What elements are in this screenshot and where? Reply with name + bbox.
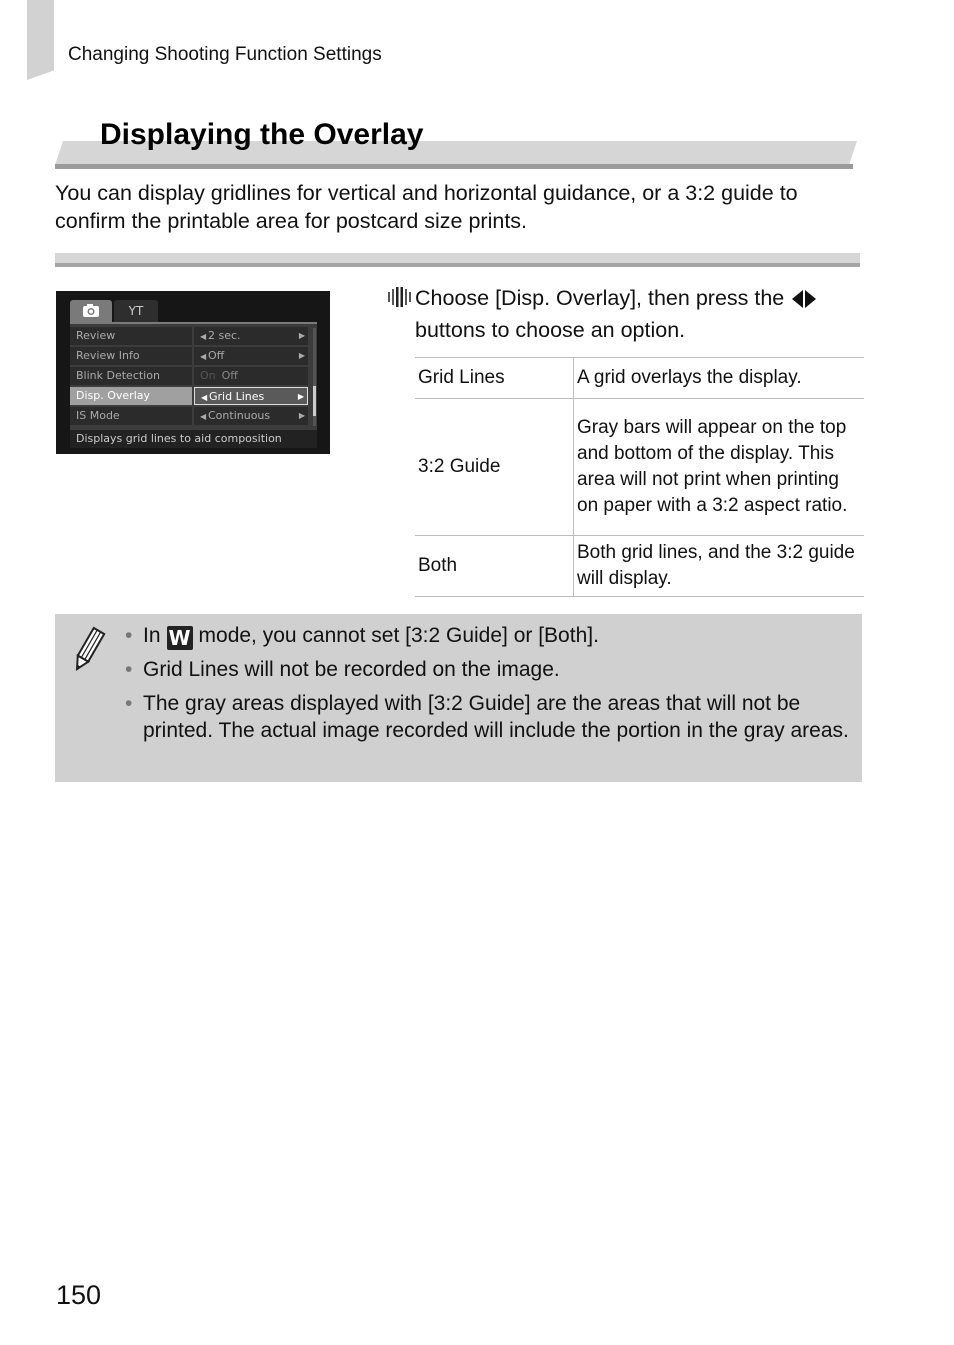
camera-menu-row-label: Disp. Overlay — [70, 387, 192, 405]
list-item: • Grid Lines will not be recorded on the image. — [125, 658, 560, 681]
option-description: A grid overlays the display. — [574, 358, 865, 399]
table-row — [415, 536, 864, 597]
camera-menu-scrollbar-thumb — [313, 386, 316, 416]
left-arrow-icon: ◀ — [201, 393, 208, 402]
camera-menu-row-is-mode — [70, 407, 310, 425]
step-divider-bar — [55, 253, 860, 263]
list-item: • In W mode, you cannot set [3:2 Guide] or [Both]. — [125, 624, 599, 650]
camera-settings-tab: ΥΤ — [114, 300, 158, 322]
section-title: Displaying the Overlay — [100, 118, 424, 151]
right-arrow-icon: ▶ — [297, 392, 304, 401]
camera-menu-row-label: Blink Detection — [70, 367, 192, 385]
left-arrow-icon: ◀ — [200, 412, 207, 421]
left-arrow-icon: ◀ — [200, 332, 207, 341]
running-head: Changing Shooting Function Settings — [68, 44, 382, 65]
table-row — [415, 399, 864, 536]
left-right-buttons-icon — [792, 290, 816, 308]
notes-box — [55, 614, 862, 782]
camera-menu-row-review — [70, 327, 310, 345]
option-name: 3:2 Guide — [415, 399, 574, 536]
camera-menu-list — [70, 322, 317, 432]
camera-menu-row-review-info — [70, 347, 310, 365]
option-name: Both — [415, 536, 574, 597]
step-divider-shadow — [55, 263, 860, 267]
option-description: Both grid lines, and the 3:2 guide will display. — [574, 536, 865, 597]
left-arrow-icon: ◀ — [200, 352, 207, 361]
camera-menu-row-value: ◀ Off ▶ — [194, 347, 308, 365]
camera-menu-row-label: Review — [70, 327, 192, 345]
step-instruction: Choose [Disp. Overlay], then press the buttons to choose an option. — [415, 282, 875, 346]
camera-menu-row-value: ◀ Continuous ▶ — [194, 407, 308, 425]
mode-w-icon: W — [168, 626, 191, 650]
right-arrow-icon: ▶ — [298, 351, 305, 360]
camera-menu-row-blink-detection — [70, 367, 310, 385]
page-number: 150 — [56, 1280, 102, 1310]
camera-menu-scrollbar — [313, 328, 316, 426]
camera-menu-screenshot — [56, 291, 330, 454]
page-corner-tab — [27, 0, 54, 80]
camera-menu-row-value: ◀ Grid Lines ▶ — [194, 387, 308, 405]
right-arrow-icon: ▶ — [298, 411, 305, 420]
camera-menu-tabs — [70, 300, 160, 322]
control-dial-icon — [387, 286, 411, 308]
camera-menu-row-disp-overlay — [70, 387, 310, 405]
camera-menu-row-value: On Off — [194, 367, 308, 385]
camera-menu-row-label: IS Mode — [70, 407, 192, 425]
section-title-bar-shadow — [55, 164, 853, 169]
pencil-icon — [69, 626, 107, 674]
camera-menu-row-label: Review Info — [70, 347, 192, 365]
camera-menu-row-value: ◀ 2 sec. ▶ — [194, 327, 308, 345]
list-item: • The gray areas displayed with [3:2 Guide] are the areas that will not be printed. The actual image recorded will include the portion in the gray areas. — [125, 691, 849, 742]
right-arrow-icon: ▶ — [298, 331, 305, 340]
notes-list — [125, 622, 850, 751]
overlay-options-table — [415, 357, 864, 597]
table-row — [415, 358, 864, 399]
option-description: Gray bars will appear on the top and bottom of the display. This area will not print when printing on paper with a 3:2 aspect ratio. — [574, 399, 865, 536]
option-name: Grid Lines — [415, 358, 574, 399]
camera-menu-help-text: Displays grid lines to aid composition — [70, 430, 317, 448]
camera-shooting-tab — [70, 300, 112, 322]
camera-icon — [70, 300, 112, 322]
intro-paragraph: You can display gridlines for vertical and horizontal guidance, or a 3:2 guide to confirm the printable area for postcard size prints. — [55, 181, 798, 233]
